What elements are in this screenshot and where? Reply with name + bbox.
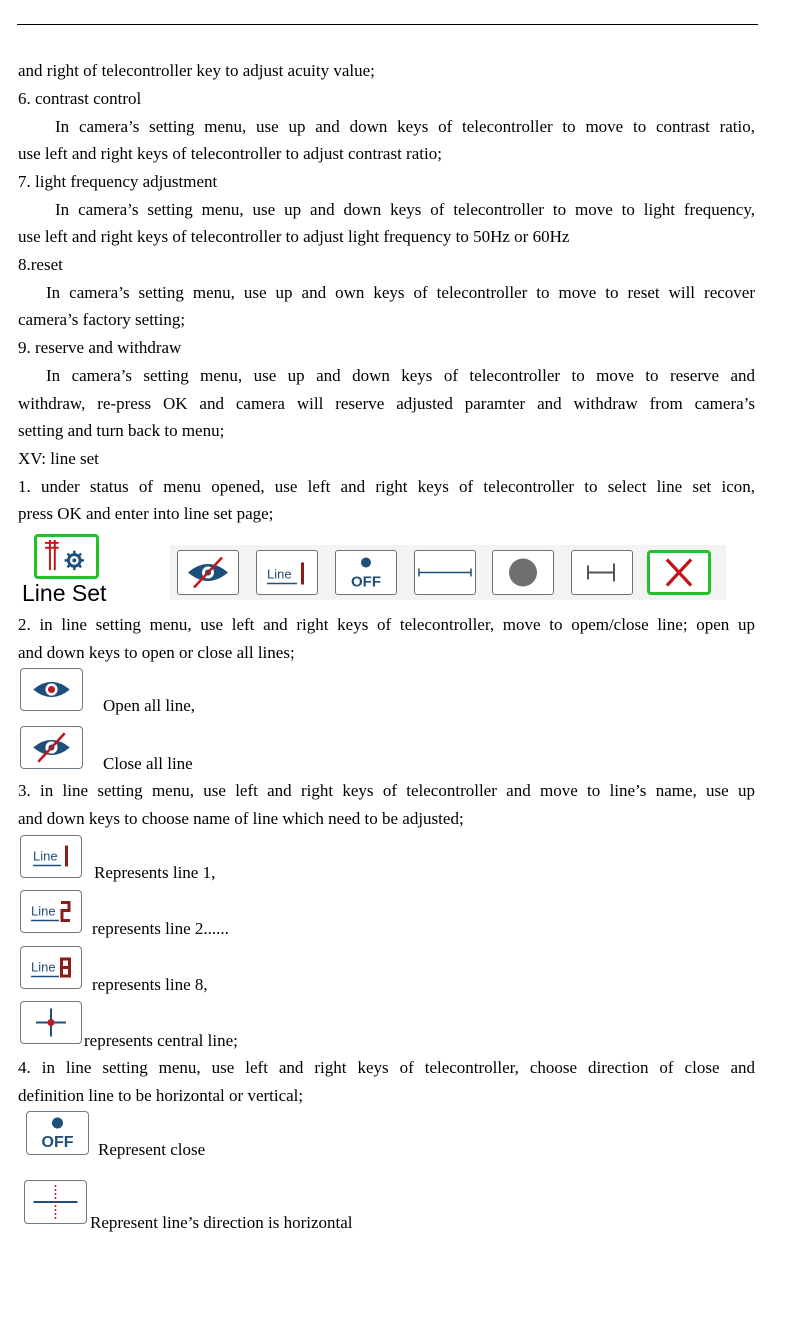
svg-text:Line: Line: [31, 959, 56, 975]
text-line: use left and right keys of telecontroller to adjust light frequency to 50Hz or 60Hz: [18, 227, 570, 246]
horizontal-direction-icon: [24, 1180, 87, 1224]
close-all-lines-icon: [177, 550, 239, 595]
text-line: camera’s factory setting;: [18, 310, 186, 329]
svg-text:Line: Line: [31, 903, 56, 919]
text-line: In camera’s setting menu, use up and down keys of telecontroller to move to reserve and: [46, 366, 755, 385]
off-icon: [26, 1111, 89, 1155]
horizontal-label: Represent line’s direction is horizontal: [90, 1213, 353, 1232]
line-2-icon: [20, 890, 82, 933]
line-1-icon: [20, 835, 82, 878]
text-line: use left and right keys of telecontroller to adjust contrast ratio;: [18, 144, 442, 163]
line-set-label: Line Set: [22, 580, 107, 606]
line-1-label: Represents line 1,: [94, 863, 216, 882]
text-line: and down keys to choose name of line which need to be adjusted;: [18, 809, 464, 828]
svg-text:Line: Line: [267, 566, 292, 582]
svg-text:OFF: OFF: [41, 1134, 74, 1151]
svg-text:Line: Line: [33, 848, 58, 864]
off-icon: [335, 550, 397, 595]
section-heading-contrast: 6. contrast control: [18, 89, 142, 108]
text-line: press OK and enter into line set page;: [18, 504, 274, 523]
text-line: 4. in line setting menu, use left and right keys of telecontroller, choose direction of close and: [18, 1058, 755, 1077]
back-arrow-icon: [571, 550, 633, 595]
text-line: 3. in line setting menu, use left and right keys of telecontroller and move to line’s name, use up: [18, 781, 755, 800]
text-line: In camera’s setting menu, use up and down keys of telecontroller to move to light frequency,: [55, 200, 755, 219]
close-all-label: Close all line: [103, 754, 193, 773]
close-all-lines-icon: [20, 726, 83, 769]
section-heading-reset: 8.reset: [18, 255, 63, 274]
line-8-icon: [20, 946, 82, 989]
section-heading-line-set: XV: line set: [18, 449, 99, 468]
text-line: In camera’s setting menu, use up and own keys of telecontroller to move to reset will recover: [46, 283, 755, 302]
line-2-label: represents line 2......: [92, 919, 229, 938]
close-label: Represent close: [98, 1140, 206, 1159]
text-line: 1. under status of menu opened, use left and right keys of telecontroller to select line set icon,: [18, 477, 755, 496]
svg-text:OFF: OFF: [351, 573, 381, 591]
section-heading-light-frequency: 7. light frequency adjustment: [18, 172, 218, 191]
section-heading-reserve: 9. reserve and withdraw: [18, 338, 182, 357]
line-8-label: represents line 8,: [92, 975, 208, 994]
text-line: 2. in line setting menu, use left and right keys of telecontroller, move to opem/close line; open up: [18, 615, 755, 634]
horizontal-line-icon: [414, 550, 476, 595]
line-set-icon: [34, 534, 99, 579]
color-dot-icon: [492, 550, 554, 595]
central-line-label: represents central line;: [84, 1031, 238, 1050]
text-line: withdraw, re-press OK and camera will reserve adjusted paramter and withdraw from camera’s: [18, 394, 755, 413]
header-rule: [17, 24, 758, 25]
line-1-icon: [256, 550, 318, 595]
text-line: definition line to be horizontal or vertical;: [18, 1086, 304, 1105]
text-line: and down keys to open or close all lines;: [18, 643, 295, 662]
central-line-icon: [20, 1001, 82, 1044]
text-line: setting and turn back to menu;: [18, 421, 225, 440]
text-line: and right of telecontroller key to adjust acuity value;: [18, 61, 375, 80]
open-all-label: Open all line,: [103, 696, 196, 715]
open-all-lines-icon: [20, 668, 83, 711]
exit-icon: [647, 550, 711, 595]
text-line: In camera’s setting menu, use up and down keys of telecontroller to move to contrast ratio,: [55, 117, 755, 136]
